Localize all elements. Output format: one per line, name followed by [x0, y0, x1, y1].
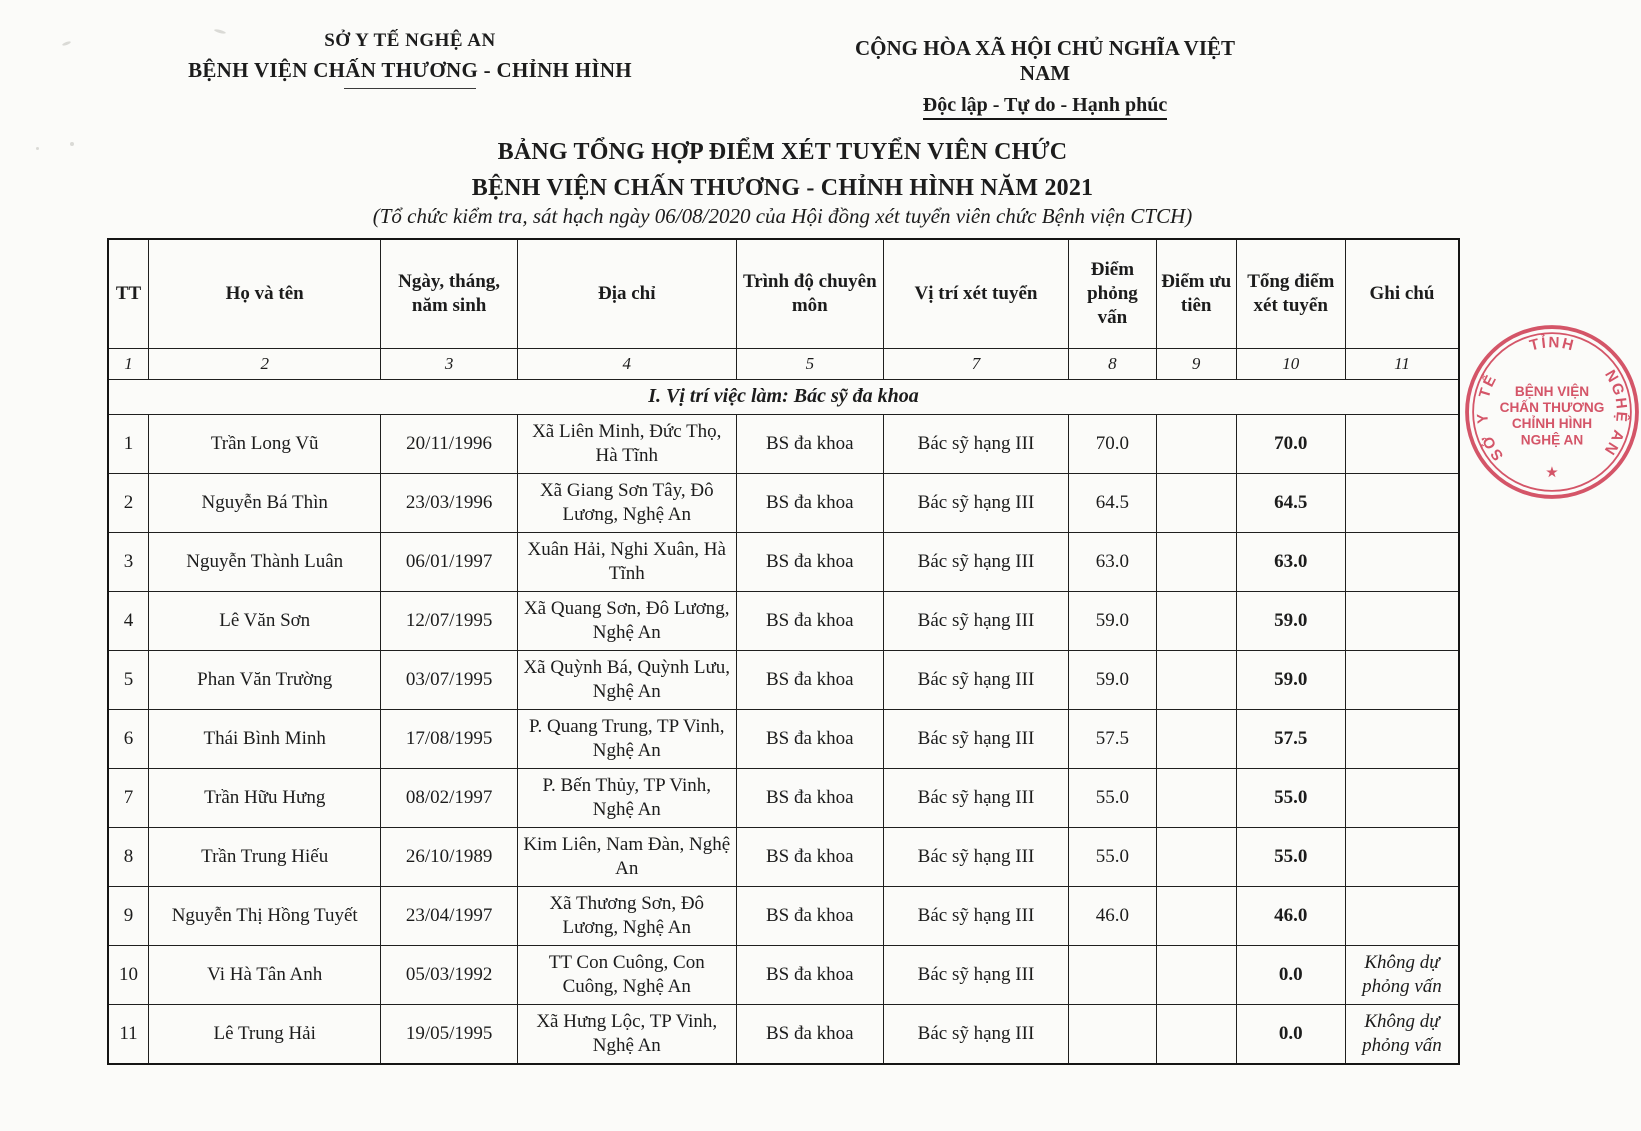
cell-dob: 08/02/1997 [381, 769, 517, 828]
cell-interview: 64.5 [1069, 474, 1157, 533]
column-header-4: Địa chỉ [517, 239, 736, 349]
cell-tt: 9 [108, 887, 149, 946]
cell-dob: 05/03/1992 [381, 946, 517, 1005]
cell-dob: 26/10/1989 [381, 828, 517, 887]
cell-position: Bác sỹ hạng III [883, 828, 1068, 887]
cell-total: 0.0 [1236, 946, 1345, 1005]
svg-text:CHỈNH HÌNH: CHỈNH HÌNH [1511, 416, 1593, 432]
cell-name: Phan Văn Trường [149, 651, 381, 710]
column-number-7: 8 [1069, 349, 1157, 380]
cell-total: 59.0 [1236, 651, 1345, 710]
cell-interview: 57.5 [1069, 710, 1157, 769]
cell-tt: 5 [108, 651, 149, 710]
official-red-stamp [1463, 323, 1641, 501]
cell-address: Xã Liên Minh, Đức Thọ, Hà Tĩnh [517, 415, 736, 474]
cell-total: 46.0 [1236, 887, 1345, 946]
cell-priority [1156, 533, 1236, 592]
column-header-5: Trình độ chuyên môn [736, 239, 883, 349]
cell-note [1345, 769, 1459, 828]
table-row [108, 828, 1459, 887]
svg-text:NGHỆ AN: NGHỆ AN [1520, 432, 1584, 448]
cell-interview [1069, 1005, 1157, 1065]
cell-position: Bác sỹ hạng III [883, 946, 1068, 1005]
table-row [108, 474, 1459, 533]
cell-name: Thái Bình Minh [149, 710, 381, 769]
scan-artifact [70, 142, 74, 146]
cell-dob: 06/01/1997 [381, 533, 517, 592]
cell-address: Xã Giang Sơn Tây, Đô Lương, Nghệ An [517, 474, 736, 533]
cell-dob: 23/04/1997 [381, 887, 517, 946]
cell-dob: 03/07/1995 [381, 651, 517, 710]
cell-interview: 55.0 [1069, 828, 1157, 887]
cell-name: Trần Trung Hiếu [149, 828, 381, 887]
issuer-hospital: BỆNH VIỆN CHẤN THƯƠNG - CHỈNH HÌNH [188, 58, 632, 82]
cell-interview [1069, 946, 1157, 1005]
cell-note [1345, 887, 1459, 946]
column-header-2: Họ và tên [149, 239, 381, 349]
cell-total: 63.0 [1236, 533, 1345, 592]
national-motto-line2: Độc lập - Tự do - Hạnh phúc [830, 94, 1260, 117]
column-number-8: 9 [1156, 349, 1236, 380]
table-row [108, 415, 1459, 474]
cell-note [1345, 415, 1459, 474]
cell-tt: 4 [108, 592, 149, 651]
table-row [108, 1005, 1459, 1065]
cell-tt: 3 [108, 533, 149, 592]
cell-position: Bác sỹ hạng III [883, 710, 1068, 769]
cell-tt: 10 [108, 946, 149, 1005]
scan-artifact [36, 147, 39, 150]
cell-address: P. Bến Thủy, TP Vinh, Nghệ An [517, 769, 736, 828]
column-number-6: 7 [883, 349, 1068, 380]
column-number-10: 11 [1345, 349, 1459, 380]
column-header-3: Ngày, tháng, năm sinh [381, 239, 517, 349]
cell-note: Không dự phỏng vấn [1345, 946, 1459, 1005]
letterhead-national [830, 36, 1260, 117]
column-number-4: 4 [517, 349, 736, 380]
cell-note [1345, 592, 1459, 651]
score-table [107, 238, 1460, 1065]
cell-address: Xã Quang Sơn, Đô Lương, Nghệ An [517, 592, 736, 651]
cell-note [1345, 474, 1459, 533]
table-row [108, 887, 1459, 946]
cell-priority [1156, 651, 1236, 710]
cell-priority [1156, 1005, 1236, 1065]
section-header-row [108, 380, 1459, 415]
stamp-star-icon: ★ [1546, 464, 1558, 480]
scan-artifact [62, 41, 71, 47]
cell-tt: 8 [108, 828, 149, 887]
column-number-1: 1 [108, 349, 149, 380]
cell-dob: 12/07/1995 [381, 592, 517, 651]
column-number-5: 5 [736, 349, 883, 380]
cell-address: Xuân Hải, Nghi Xuân, Hà Tĩnh [517, 533, 736, 592]
cell-priority [1156, 887, 1236, 946]
cell-degree: BS đa khoa [736, 474, 883, 533]
svg-text:BỆNH VIỆN: BỆNH VIỆN [1514, 383, 1590, 399]
column-header-7: Điểm phỏng vấn [1069, 239, 1157, 349]
cell-interview: 70.0 [1069, 415, 1157, 474]
cell-priority [1156, 710, 1236, 769]
cell-dob: 23/03/1996 [381, 474, 517, 533]
letterhead-rule [344, 88, 476, 89]
cell-position: Bác sỹ hạng III [883, 887, 1068, 946]
cell-total: 55.0 [1236, 828, 1345, 887]
column-number-2: 2 [149, 349, 381, 380]
cell-address: Kim Liên, Nam Đàn, Nghệ An [517, 828, 736, 887]
document-title [105, 134, 1460, 206]
cell-degree: BS đa khoa [736, 592, 883, 651]
column-number-row [108, 349, 1459, 380]
cell-position: Bác sỹ hạng III [883, 1005, 1068, 1065]
cell-dob: 17/08/1995 [381, 710, 517, 769]
table-row [108, 533, 1459, 592]
table-row [108, 651, 1459, 710]
issuer-department: SỞ Y TẾ NGHỆ AN [324, 30, 496, 51]
cell-tt: 2 [108, 474, 149, 533]
column-header-9: Tổng điểm xét tuyển [1236, 239, 1345, 349]
section-header-label: I. Vị trí việc làm: Bác sỹ đa khoa [108, 380, 1459, 415]
cell-tt: 11 [108, 1005, 149, 1065]
title-line1: BẢNG TỔNG HỢP ĐIỂM XÉT TUYỂN VIÊN CHỨC [497, 139, 1068, 165]
cell-total: 55.0 [1236, 769, 1345, 828]
cell-tt: 7 [108, 769, 149, 828]
document-subtitle: (Tổ chức kiểm tra, sát hạch ngày 06/08/2020 của Hội đồng xét tuyển viên chức Bệnh viện CTCH) [372, 204, 1193, 228]
cell-note [1345, 710, 1459, 769]
cell-position: Bác sỹ hạng III [883, 769, 1068, 828]
cell-note [1345, 651, 1459, 710]
table-header-row [108, 239, 1459, 349]
cell-address: TT Con Cuông, Con Cuông, Nghệ An [517, 946, 736, 1005]
table-row [108, 710, 1459, 769]
cell-position: Bác sỹ hạng III [883, 592, 1068, 651]
cell-degree: BS đa khoa [736, 887, 883, 946]
table-row [108, 592, 1459, 651]
cell-tt: 6 [108, 710, 149, 769]
cell-priority [1156, 769, 1236, 828]
cell-total: 57.5 [1236, 710, 1345, 769]
cell-address: Xã Hưng Lộc, TP Vinh, Nghệ An [517, 1005, 736, 1065]
cell-name: Lê Văn Sơn [149, 592, 381, 651]
cell-name: Nguyễn Thị Hồng Tuyết [149, 887, 381, 946]
cell-interview: 59.0 [1069, 651, 1157, 710]
cell-name: Nguyễn Bá Thìn [149, 474, 381, 533]
cell-dob: 19/05/1995 [381, 1005, 517, 1065]
column-header-10: Ghi chú [1345, 239, 1459, 349]
cell-degree: BS đa khoa [736, 946, 883, 1005]
cell-dob: 20/11/1996 [381, 415, 517, 474]
column-header-1: TT [108, 239, 149, 349]
cell-position: Bác sỹ hạng III [883, 415, 1068, 474]
cell-priority [1156, 474, 1236, 533]
cell-degree: BS đa khoa [736, 415, 883, 474]
cell-address: Xã Thương Sơn, Đô Lương, Nghệ An [517, 887, 736, 946]
cell-interview: 55.0 [1069, 769, 1157, 828]
cell-total: 0.0 [1236, 1005, 1345, 1065]
column-header-6: Vị trí xét tuyển [883, 239, 1068, 349]
column-header-8: Điểm ưu tiên [1156, 239, 1236, 349]
table-body [108, 380, 1459, 1065]
cell-name: Trần Hữu Hưng [149, 769, 381, 828]
cell-position: Bác sỹ hạng III [883, 533, 1068, 592]
cell-tt: 1 [108, 415, 149, 474]
cell-priority [1156, 946, 1236, 1005]
cell-degree: BS đa khoa [736, 769, 883, 828]
cell-degree: BS đa khoa [736, 533, 883, 592]
cell-total: 70.0 [1236, 415, 1345, 474]
stamp-ring-text: SỞ Y TẾ TỈNH NGHỆ AN [1474, 334, 1630, 464]
cell-degree: BS đa khoa [736, 828, 883, 887]
cell-interview: 63.0 [1069, 533, 1157, 592]
cell-name: Lê Trung Hải [149, 1005, 381, 1065]
table-row [108, 946, 1459, 1005]
cell-address: Xã Quỳnh Bá, Quỳnh Lưu, Nghệ An [517, 651, 736, 710]
cell-degree: BS đa khoa [736, 1005, 883, 1065]
column-number-3: 3 [381, 349, 517, 380]
cell-priority [1156, 415, 1236, 474]
cell-name: Vi Hà Tân Anh [149, 946, 381, 1005]
cell-total: 64.5 [1236, 474, 1345, 533]
letterhead-issuer [150, 30, 670, 89]
cell-interview: 46.0 [1069, 887, 1157, 946]
cell-total: 59.0 [1236, 592, 1345, 651]
national-motto-line1: CỘNG HÒA XÃ HỘI CHỦ NGHĨA VIỆT NAM [855, 36, 1235, 85]
cell-name: Nguyễn Thành Luân [149, 533, 381, 592]
cell-address: P. Quang Trung, TP Vinh, Nghệ An [517, 710, 736, 769]
cell-priority [1156, 828, 1236, 887]
cell-position: Bác sỹ hạng III [883, 474, 1068, 533]
cell-name: Trần Long Vũ [149, 415, 381, 474]
cell-position: Bác sỹ hạng III [883, 651, 1068, 710]
cell-note [1345, 828, 1459, 887]
stamp-center-text [1500, 384, 1605, 480]
title-line2: BỆNH VIỆN CHẤN THƯƠNG - CHỈNH HÌNH NĂM 2021 [471, 175, 1094, 201]
column-number-9: 10 [1236, 349, 1345, 380]
cell-degree: BS đa khoa [736, 710, 883, 769]
cell-note [1345, 533, 1459, 592]
cell-priority [1156, 592, 1236, 651]
cell-degree: BS đa khoa [736, 651, 883, 710]
cell-note: Không dự phỏng vấn [1345, 1005, 1459, 1065]
svg-text:CHẤN THƯƠNG: CHẤN THƯƠNG [1499, 400, 1605, 415]
table-row [108, 769, 1459, 828]
cell-interview: 59.0 [1069, 592, 1157, 651]
